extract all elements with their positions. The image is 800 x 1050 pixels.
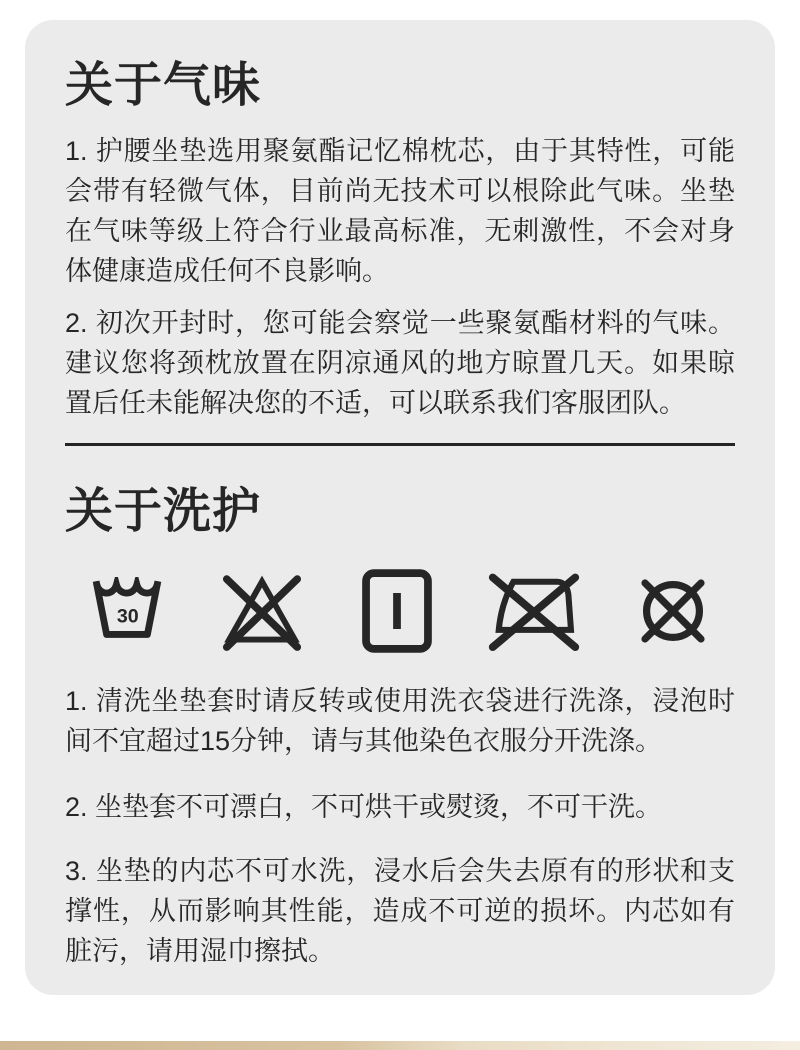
do-not-bleach-icon [212,569,312,653]
care-paragraph-2: 2. 坐垫套不可漂白，不可烘干或熨烫，不可干洗。 [65,792,663,822]
do-not-iron-icon [482,568,586,654]
content-card [25,20,775,995]
drip-dry-icon [359,568,435,654]
odor-paragraph-2: 2. 初次开封时，您可能会察觉一些聚氨酯材料的气味。建议您将颈枕放置在阴凉通风的地方晾置几天。如果晾置后任未能解决您的不适，可以联系我们客服团队。 [65,308,735,418]
machine-wash-30-icon [89,577,165,645]
section-divider [65,443,735,446]
care-section [65,484,735,971]
odor-paragraph-1: 1. 护腰坐垫选用聚氨酯记忆棉枕芯，由于其特性，可能会带有轻微气体，目前尚无技术可以根除此气味。坐垫在气味等级上符合行业最高标准，无刺激性，不会对身体健康造成任何不良影响。 [65,136,735,286]
care-section-title: 关于洗护 [65,485,262,538]
odor-section-title: 关于气味 [65,59,262,112]
care-paragraph-1: 1. 清洗坐垫套时请反转或使用洗衣袋进行洗涤，浸泡时间不宜超过15分钟，请与其他染色衣服分开洗涤。 [65,686,735,756]
page [0,20,800,1050]
next-section-strip [0,1041,800,1050]
odor-section [65,58,735,423]
care-paragraph-3: 3. 坐垫的内芯不可水洗，浸水后会失去原有的形状和支撑性，从而影响其性能，造成不可逆的损坏。内芯如有脏污，请用湿巾擦拭。 [65,856,735,966]
do-not-dry-clean-icon [633,571,713,651]
svg-text:30: 30 [116,605,139,628]
care-icons-row [65,569,735,653]
